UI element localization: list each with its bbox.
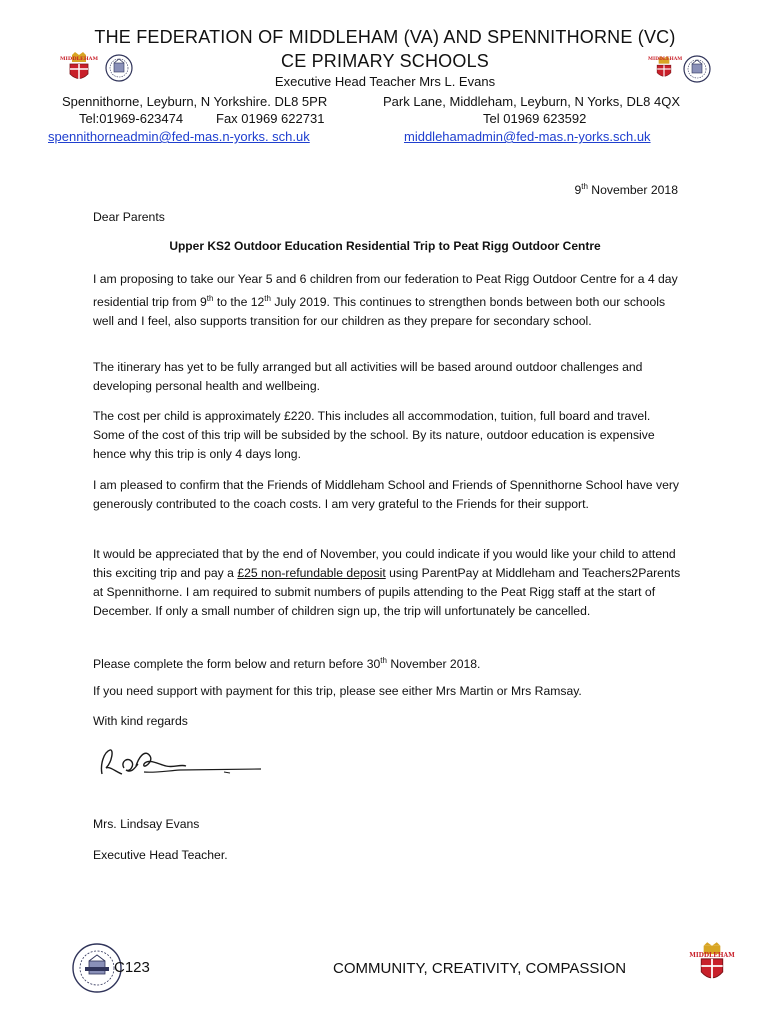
letterhead-title-line-1: THE FEDERATION OF MIDDLEHAM (VA) AND SPENNITHORNE (VC) (94, 27, 676, 47)
letter-subject: Upper KS2 Outdoor Education Residential Trip to Peat Rigg Outdoor Centre (169, 239, 601, 253)
paragraph-5 (93, 545, 683, 621)
left-crest-label: MIDDLEHAM (59, 56, 98, 62)
letterhead-title-line-2: CE PRIMARY SCHOOLS (281, 51, 489, 71)
footer-crest-label: MIDDLEHAM (689, 952, 735, 959)
footer-motto: COMMUNITY, CREATIVITY, COMPASSION (333, 960, 627, 977)
spennithorne-crest-icon (105, 54, 133, 82)
middleham-email-link[interactable]: middlehamadmin@fed-mas.n-yorks.sch.uk (404, 129, 651, 144)
deposit-amount: £25 non-refundable deposit (237, 566, 386, 580)
middleham-address: Park Lane, Middleham, Leyburn, N Yorks, DL8 4QX (383, 94, 680, 109)
paragraph-3: The cost per child is approximately £220. This includes all accommodation, tuition, full board and travel. Some of the cost of this trip will be subsided by the school. By its nature, outdoor education is expensive hence why this trip is only 4 days long. (93, 409, 655, 461)
p6-sup: th (380, 656, 387, 665)
letter-date (574, 177, 678, 200)
p6-text-a: Please complete the form below and return before 30 (93, 657, 381, 672)
paragraph-7: If you need support with payment for this trip, please see either Mrs Martin or Mrs Ramsay. (93, 684, 582, 698)
right-crest-label: MIDDLEHAM (648, 57, 683, 62)
paragraph-6 (93, 651, 480, 674)
spennithorne-address: Spennithorne, Leyburn, N Yorkshire. DL8 5PR (62, 94, 328, 109)
date-rest: November 2018 (587, 183, 678, 198)
spennithorne-crest-right-icon (683, 55, 711, 83)
head-teacher-line: Executive Head Teacher Mrs L. Evans (274, 74, 496, 89)
paragraph-4: I am pleased to confirm that the Friends of Middleham School and Friends of Spennithorne School have very generously contributed to the coach costs. I am very grateful to the Friends for their support. (93, 478, 679, 511)
p1-sup-2: th (264, 294, 271, 303)
spennithorne-email-link[interactable]: spennithorneadmin@fed-mas.n-yorks. sch.uk (48, 129, 310, 144)
p5-text-b: using ParentPay at Middleham and Teachers2Parents at Spennithorne. I am required to submit numbers of pupils attending to the Peat Rigg staff at the start of December. If only a small number of children sign up, the trip will unfortunately be cancelled. (93, 566, 681, 618)
date-day-suffix: th (581, 182, 588, 191)
p1-text-c: July 2019. This continues to strengthen bonds between both our schools well and I feel, also supports transition for our children as they prepare for secondary school. (93, 295, 666, 329)
p1-sup-1: th (206, 294, 214, 303)
date-day: 9 (574, 183, 582, 198)
signatory-name: Mrs. Lindsay Evans (93, 817, 200, 831)
p1-text-b: to the 12 (213, 295, 265, 310)
salutation: Dear Parents (93, 210, 165, 224)
closing: With kind regards (93, 714, 188, 728)
signature-icon (96, 744, 266, 784)
signatory-title: Executive Head Teacher. (93, 848, 228, 862)
spennithorne-phone: Tel:01969-623474 (79, 111, 184, 126)
p5-text-a: It would be appreciated that by the end of November, you could indicate if you would like your child to attend this exciting trip and pay a (93, 547, 676, 580)
middleham-footer-crest-icon (687, 942, 737, 990)
spennithorne-fax: Fax 01969 622731 (216, 111, 325, 126)
footer-code: C123 (114, 959, 150, 976)
p6-text-b: November 2018. (386, 657, 481, 672)
middleham-phone: Tel 01969 623592 (483, 111, 587, 126)
p1-text-a: I am proposing to take our Year 5 and 6 children from our federation to Peat Rigg Outdoor Centre for a 4 day residential trip from 9 (93, 272, 678, 310)
paragraph-1 (93, 270, 683, 331)
paragraph-2: The itinerary has yet to be fully arranged but all activities will be based around outdoor challenges and developing personal health and wellbeing. (93, 360, 643, 393)
